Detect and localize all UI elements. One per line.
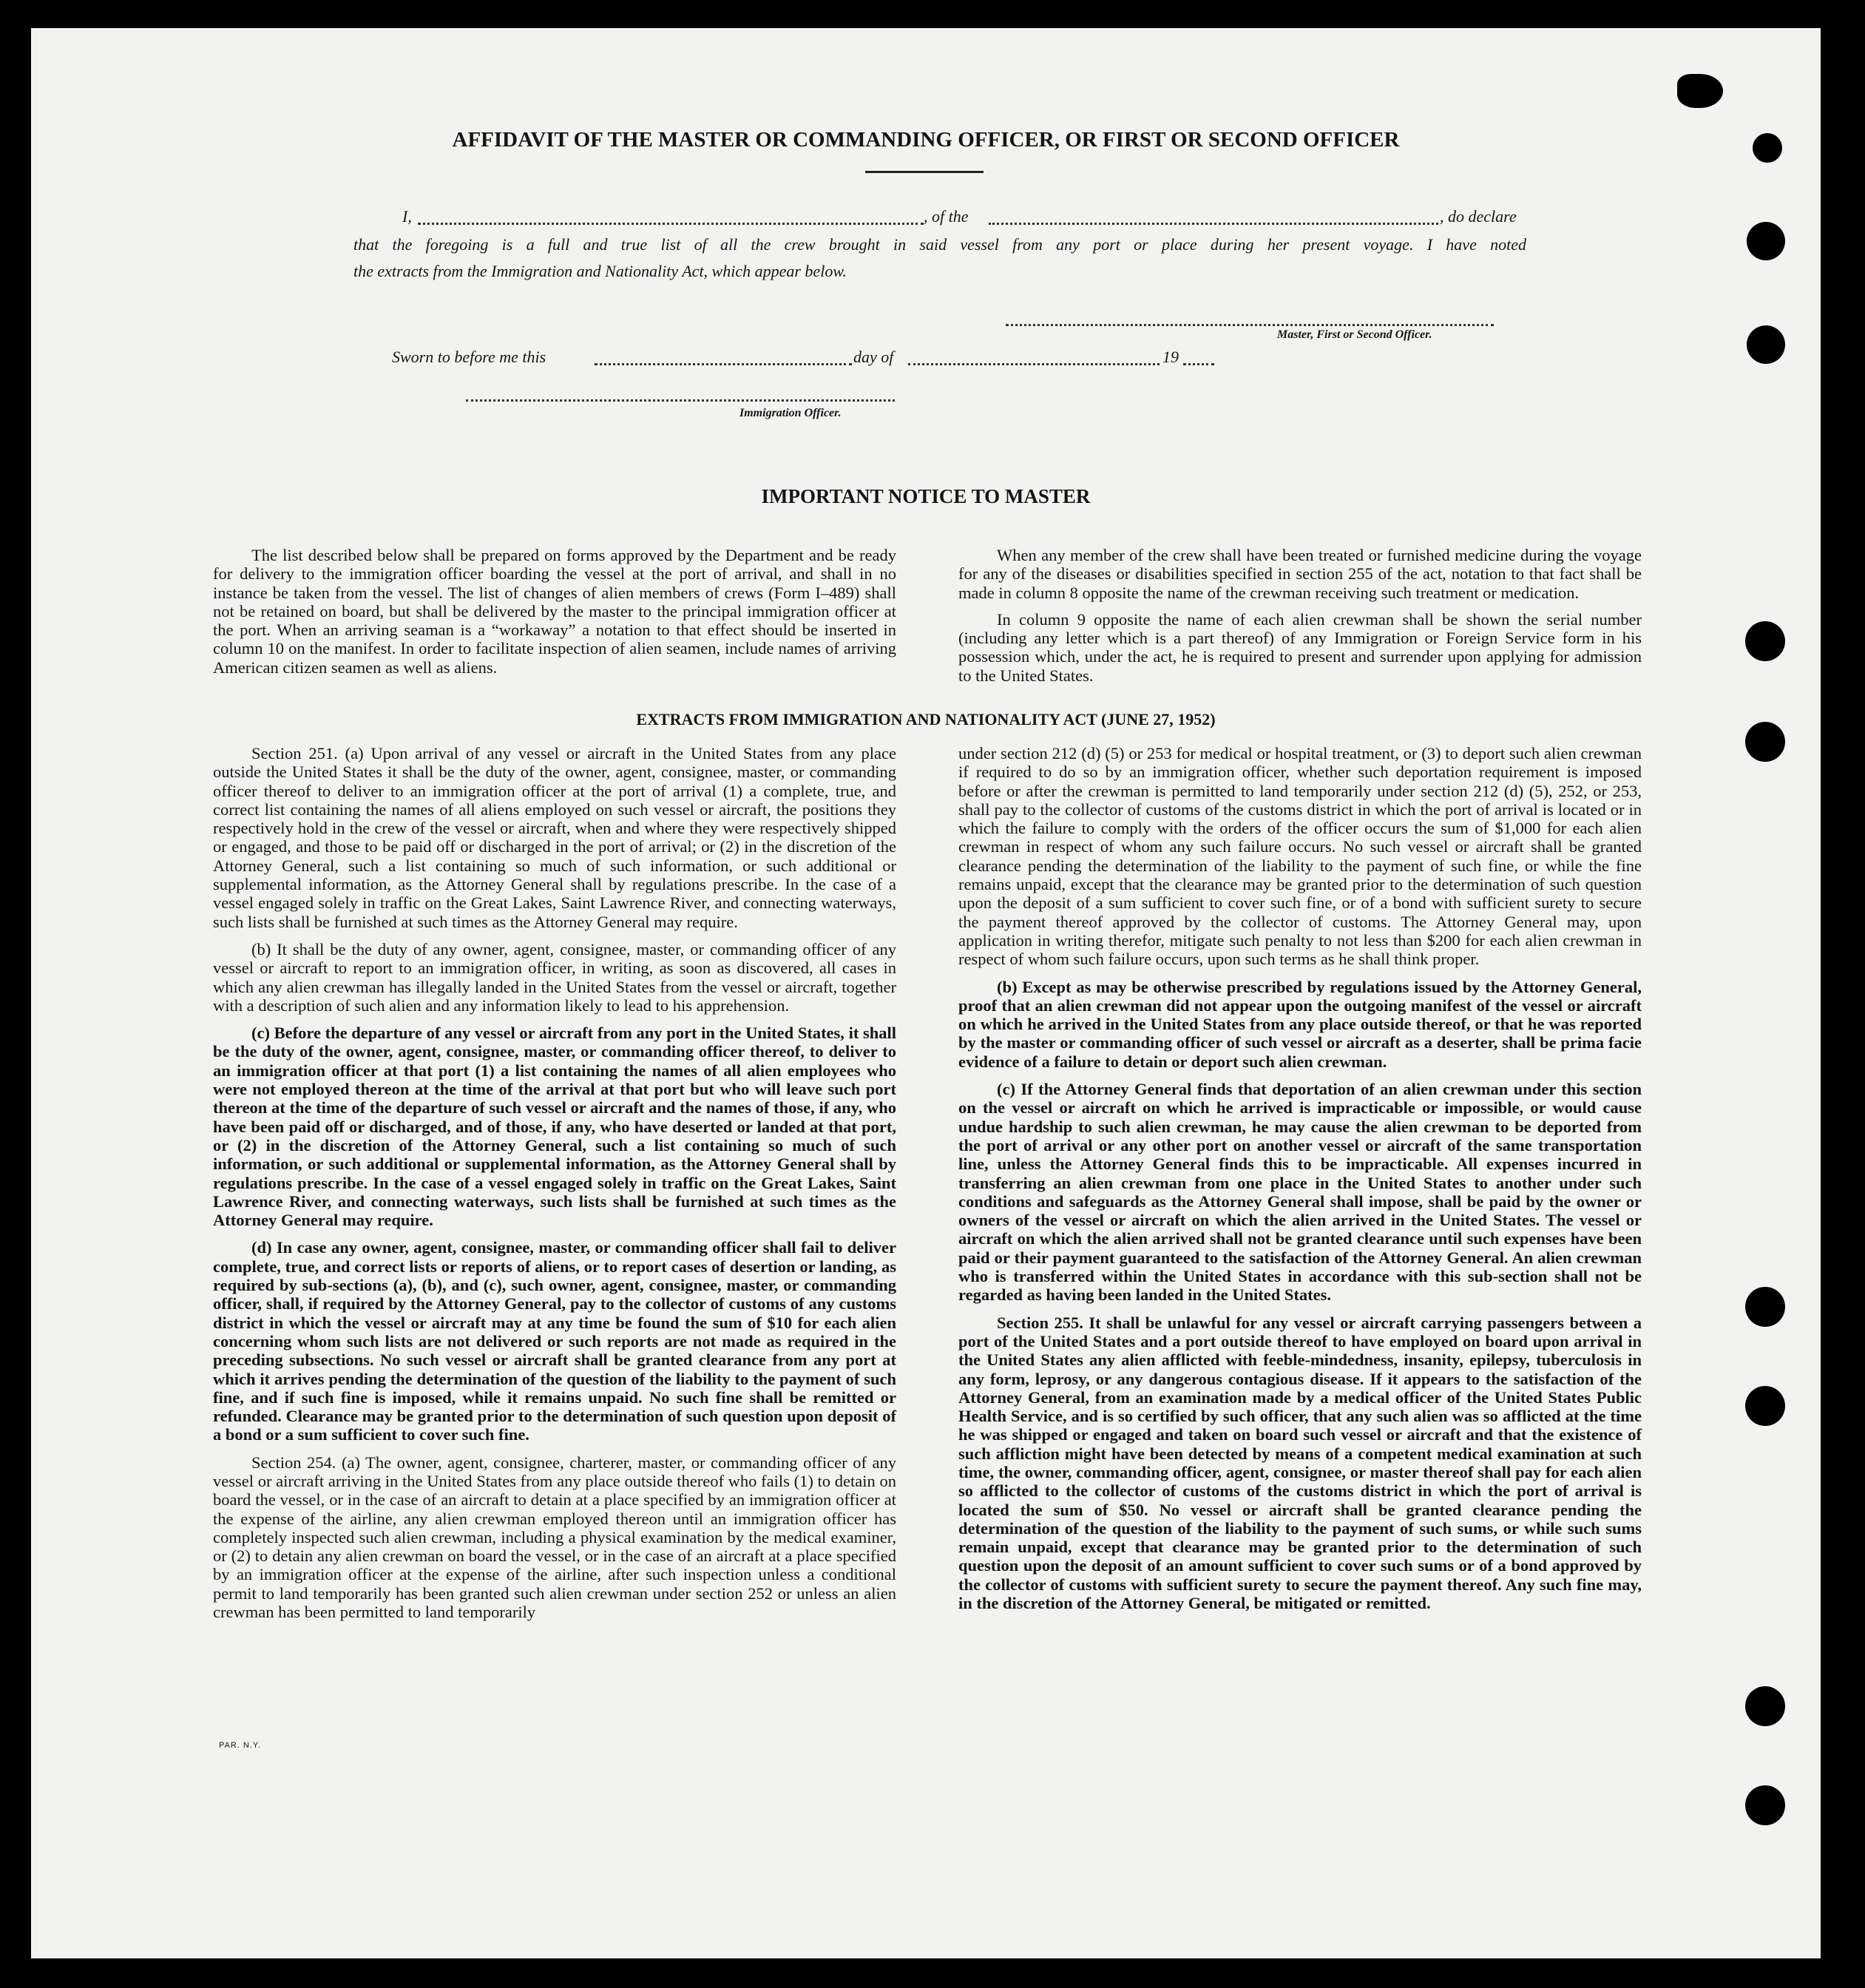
affidavit-i: I, [402,207,412,226]
printer-mark: PAR. N.Y. [219,1741,261,1750]
punch-hole [1745,1686,1785,1726]
section-251-d: (d) In case any owner, agent, consignee, master, or commanding officer shall fail to deliver complete, true, and correct lists or reports of aliens, or to report cases of desertion or landing, as required by sub-sections (a), (b), and (c), such owner, agent, consignee, master, or commanding officer, shall, if required by the Attorney General, pay to the collector of customs of any customs district in which the vessel or aircraft may at any time be found the sum of $10 for each alien concerning whom such lists are not delivered or such reports are not made as required in the preceding subsections. No such vessel or aircraft shall be granted clearance from any port at which it arrives pending the determination of the question of the liability to the payment of such fine, and if such fine is imposed, while it remains unpaid. No such fine shall be remitted or refunded. Clearance may be granted prior to the determination of such question upon deposit of a bond or a sum sufficient to cover such fine. [213,1238,896,1444]
section-254-a: Section 254. (a) The owner, agent, consignee, charterer, master, or commanding officer of any vessel or aircraft arriving in the United States from any place outside thereof who fails (1) to detain on board the vessel, or in the case of an aircraft to detain at a place specified by an immigration officer at the expense of the airline, any alien crewman employed thereon until an immigration officer has completely inspected such alien crewman, including a physical examination by the medical examiner, or (2) to detain any alien crewman on board the vessel, or in the case of an aircraft at a place specified by an immigration officer at the expense of the airline, after such inspection unless a conditional permit to land temporarily has been granted such alien crewman under section 252 or unless an alien crewman has been permitted to land temporarily [213,1453,896,1622]
notice-right-column [958,546,1642,685]
vessel-name-field[interactable] [989,223,1438,225]
punch-hole [1745,1785,1785,1825]
notice-title: IMPORTANT NOTICE TO MASTER [761,485,1091,507]
officer-signature-field[interactable] [466,399,895,402]
extracts-title: EXTRACTS FROM IMMIGRATION AND NATIONALITY ACT (JUNE 27, 1952) [636,710,1216,728]
sworn-month-field[interactable] [908,363,1160,365]
punch-hole [1745,621,1785,661]
title-rule [865,171,984,173]
affidavit-line-3: the extracts from the Immigration and Nationality Act, which appear below. [353,262,847,280]
officer-signature-label: Immigration Officer. [739,407,842,419]
section-254-c: (c) If the Attorney General finds that deportation of an alien crewman under this section on the vessel or aircraft on which he arrived is impracticable or impossible, or would cause undue hardship to such alien crewman, he may cause the alien crewman to be deported from the port of arrival or any other port on another vessel or aircraft of the same transportation line, unless the Attorney General finds this to be impracticable. All expenses incurred in transferring an alien crewman from one place in the United States to another under such conditions and safeguards as the Attorney General shall impose, shall be paid by the owner or owners of the vessel or aircraft on which the alien arrived in the United States. The vessel or aircraft on which the alien arrived shall not be granted clearance until such expenses have been paid or their payment guaranteed to the satisfaction of the Attorney General. An alien crewman who is transferred within the United States in accordance with this sub-section shall not be regarded as having been landed in the United States. [958,1080,1642,1305]
year-label: 19 [1162,348,1179,366]
sworn-label: Sworn to before me this [392,348,546,366]
punch-hole [1745,722,1785,762]
section-255: Section 255. It shall be unlawful for any vessel or aircraft carrying passengers between a port of the United States and a port outside thereof to have employed on board upon arrival in the United States any alien afflicted with feeble-mindedness, insanity, epilepsy, tuberculosis in any form, leprosy, or any dangerous contagious disease. If it appears to the satisfaction of the Attorney General, from an examination made by a medical officer of the United States Public Health Service, and is so certified by such officer, that any such alien was so afflicted at the time he was shipped or engaged and taken on board such vessel or aircraft and that the existence of such affliction might have been detected by means of a competent medical examination at such time, the owner, commanding officer, agent, consignee, or master thereof shall pay for each alien so afflicted to the collector of customs of the customs district in which the port of arrival is located the sum of $50. No vessel or aircraft shall be granted clearance pending the determination of the question of the liability to the payment of such sums, or while such sums remain unpaid, except that clearance may be granted prior to the determination of such question upon the deposit of an amount sufficient to cover such sums or of a bond approved by the collector of customs with sufficient surety to secure the payment thereof. Any such fine may, in the discretion of the Attorney General, be mitigated or remitted. [958,1313,1642,1613]
affidavit-line-2: that the foregoing is a full and true list of all the crew brought in said vessel from any port or place during her present voyage. I have noted [353,235,1526,254]
section-254-a-continued: under section 212 (d) (5) or 253 for medical or hospital treatment, or (3) to deport such alien crewman if required to do so by an immigration officer, whether such deportation requirement is imposed before or after the crewman is permitted to land temporarily under section 212 (d) (5), 252, or 253, shall pay to the collector of customs of the customs district in which the port of arrival is located or in which the failure to comply with the orders of the officer occurs the sum of $1,000 for each alien crewman in respect of whom any such failure occurs. No such vessel or aircraft shall be granted clearance pending the determination of the liability to the payment of such fine, or while the fine remains unpaid, except that the clearance may be granted prior to the determination of such question upon the deposit of a sum sufficient to cover such fine, or of a bond with sufficient surety to secure the payment thereof approved by the collector of customs. The Attorney General may, upon application in writing therefor, mitigate such penalty to not less than $200 for each alien crewman in respect of whom such failure occurs, upon such terms as he shall think proper. [958,744,1642,969]
extracts-right-column [958,744,1642,1612]
notice-right-paragraph: When any member of the crew shall have been treated or furnished medicine during the voyage for any of the diseases or disabilities specified in section 255 of the act, notation to that fact shall be made in column 8 opposite the name of the crewman receiving such treatment or medication. [958,546,1642,602]
affidavit-of-the: , of the [924,207,969,226]
affidavit-do-declare: , do declare [1440,207,1517,226]
extracts-left-column [213,744,896,1621]
punch-hole [1677,74,1723,108]
punch-hole [1745,1287,1785,1327]
section-251-c: (c) Before the departure of any vessel or aircraft from any port in the United States, it shall be the duty of the owner, agent, consignee, master, or commanding officer thereof, to deliver to an immigration officer at that port (1) a list containing the names of all alien employees who were not employed thereon at the time of the arrival at that port but who will leave such port thereon at the time of the departure of such vessel or aircraft and the names of those, if any, who have been paid off or discharged, and of those, if any, who have deserted or landed at that port, or (2) in the discretion of the Attorney General, such a list containing so much of such information, or such additional or supplemental information, as the Attorney General shall by regulations prescribe. In the case of a vessel engaged solely in traffic on the Great Lakes, Saint Lawrence River, and connecting waterways, such lists shall be furnished at such times as the Attorney General may require. [213,1024,896,1230]
punch-hole [1753,133,1782,163]
notice-left-column [213,546,896,677]
master-name-field[interactable] [418,223,924,225]
section-251-a: Section 251. (a) Upon arrival of any vessel or aircraft in the United States from any place outside the United States it shall be the duty of the owner, agent, consignee, master, or commanding officer thereof to deliver to an immigration officer at the port of arrival (1) a complete, true, and correct list containing the names of all aliens employed on such vessel or aircraft, the positions they respectively hold in the crew of the vessel or aircraft, when and where they were respectively shipped or engaged, and those to be paid off or discharged in the port of arrival; or (2) in the discretion of the Attorney General, such a list containing so much of such information, or such additional or supplemental information, as the Attorney General shall by regulations prescribe. In the case of a vessel engaged solely in traffic on the Great Lakes, Saint Lawrence River, and connecting waterways, such lists shall be furnished at such times as the Attorney General may require. [213,744,896,931]
sworn-year-field[interactable] [1183,363,1214,365]
punch-hole [1747,325,1785,364]
section-251-b: (b) It shall be the duty of any owner, agent, consignee, master, or commanding officer of any vessel or aircraft to report to an immigration officer, in writing, as soon as discovered, all cases in which any alien crewman has illegally landed in the United States from the vessel or aircraft, together with a description of such alien and any information likely to lead to his apprehension. [213,939,896,1015]
section-254-b: (b) Except as may be otherwise prescribed by regulations issued by the Attorney General, proof that an alien crewman did not appear upon the outgoing manifest of the vessel or aircraft on which he arrived in the United States from any place outside thereof, or that he was reported by the master or commanding officer of such vessel or aircraft as a deserter, shall be prima facie evidence of a failure to detain or deport such alien crewman. [958,977,1642,1071]
document-page [31,28,1821,1958]
notice-right-paragraph: In column 9 opposite the name of each alien crewman shall be shown the serial number (including any letter which is a part thereof) of any Immigration or Foreign Service form in his possession which, under the act, he is required to present and surrender upon applying for admission to the United States. [958,609,1642,685]
affidavit-title: AFFIDAVIT OF THE MASTER OR COMMANDING OFFICER, OR FIRST OR SECOND OFFICER [452,128,1400,152]
notice-left-paragraph: The list described below shall be prepared on forms approved by the Department and be ready for delivery to the immigration officer boarding the vessel at the port of arrival, and shall in no instance be taken from the vessel. The list of changes of alien members of crews (Form I–489) shall not be retained on board, but shall be delivered by the master to the principal immigration officer at the port. When an arriving seaman is a “workaway” a notation to that effect should be inserted in column 10 on the manifest. In order to facilitate inspection of alien seamen, include names of arriving American citizen seamen as well as aliens. [213,546,896,677]
master-signature-label: Master, First or Second Officer. [1277,328,1432,341]
master-signature-field[interactable] [1006,324,1494,326]
punch-hole [1747,222,1785,260]
day-of-label: day of [853,348,894,366]
punch-hole [1745,1386,1785,1426]
sworn-day-field[interactable] [595,363,852,365]
